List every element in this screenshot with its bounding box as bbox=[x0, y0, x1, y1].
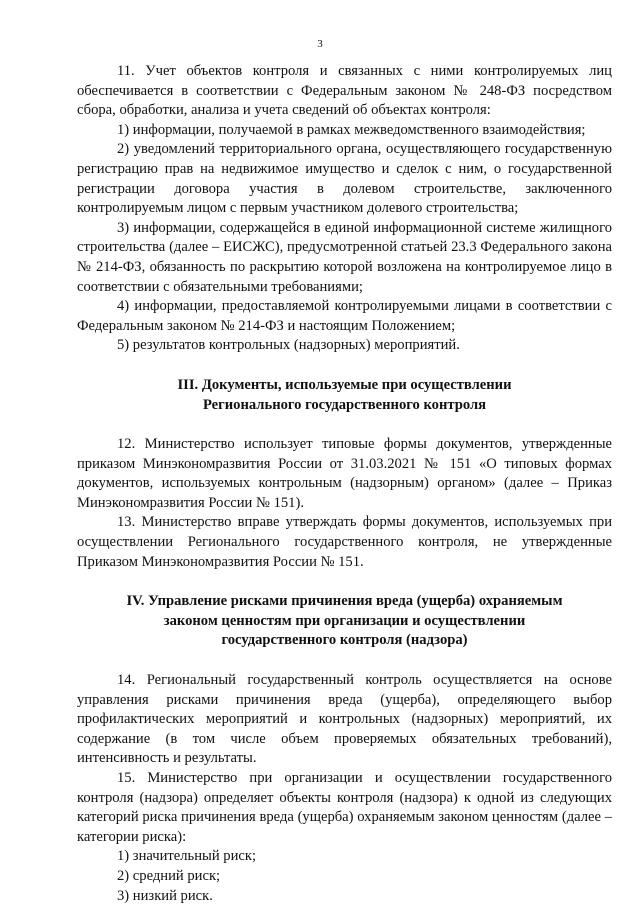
paragraph-15: 15. Министерство при организации и осуществлении государственного контроля (надзора) определяет объекты контроля (надзора) к одной из следующих категорий риска причинения вреда (ущерба) охраняемым законом ценностям (далее – категории риска): bbox=[77, 770, 612, 845]
section-3-heading bbox=[77, 376, 612, 415]
paragraph-12: 12. Министерство использует типовые формы документов, утвержденные приказом Минэкономразвития России от 31.03.2021 № 151 «О типовых формах документов, используемых контрольным (надзорным) органом» (далее – Приказ Минэкономразвития России № 151). bbox=[77, 436, 612, 511]
list-item: 4) информации, предоставляемой контролируемыми лицами в соответствии с Федеральным законом № 214-ФЗ и настоящим Положением; bbox=[77, 298, 612, 334]
paragraph-11: 11. Учет объектов контроля и связанных с ними контролируемых лиц обеспечивается в соответствии с Федеральным законом № 248-ФЗ посредством сбора, обработки, анализа и учета сведений об объектах контроля: bbox=[77, 63, 612, 119]
page-number: 3 bbox=[317, 38, 323, 50]
list-item: 3) низкий риск. bbox=[117, 887, 213, 904]
heading-line: Регионального государственного контроля bbox=[202, 396, 487, 413]
list-item: 2) уведомлений территориального органа, осуществляющего государственную регистрацию прав на недвижимое имущество и сделок с ним, о государственной регистрации договора участия в долевом строительстве, заключенного контролируемым лицом с первым участником долевого строительства; bbox=[77, 141, 612, 217]
list-item: 3) информации, содержащейся в единой информационной системе жилищного строительства (далее – ЕИСЖС), предусмотренной статьей 23.3 Федерального закона № 214-ФЗ, обязанность по раскрытию которой возложена на контролируемое лицо в соответствии с обязательными требованиями; bbox=[77, 219, 612, 295]
heading-line: государственного контроля (надзора) bbox=[221, 632, 468, 649]
document-body bbox=[77, 62, 612, 906]
list-item: 2) средний риск; bbox=[117, 867, 221, 884]
heading-line: III. Документы, используемые при осуществлении bbox=[177, 376, 512, 393]
paragraph-14: 14. Региональный государственный контроль осуществляется на основе управления рисками причинения вреда (ущерба), определяющего выбор профилактических мероприятий и контрольных (надзорных) мероприятий, их содержание (в том числе объем проверяемых обязательных требований), интенсивность и результаты. bbox=[77, 672, 612, 767]
heading-line: IV. Управление рисками причинения вреда (ущерба) охраняемым bbox=[126, 593, 563, 610]
paragraph-13: 13. Министерство вправе утверждать формы документов, используемых при осуществлении Регионального государственного контроля, не утвержденные Приказом Минэкономразвития России № 151. bbox=[77, 514, 612, 570]
heading-line: законом ценностям при организации и осуществлении bbox=[163, 612, 526, 629]
list-item: 1) значительный риск; bbox=[117, 848, 257, 865]
list-item: 1) информации, получаемой в рамках межведомственного взаимодействия; bbox=[117, 121, 586, 138]
list-item: 5) результатов контрольных (надзорных) мероприятий. bbox=[117, 337, 460, 354]
section-4-heading bbox=[77, 592, 612, 651]
